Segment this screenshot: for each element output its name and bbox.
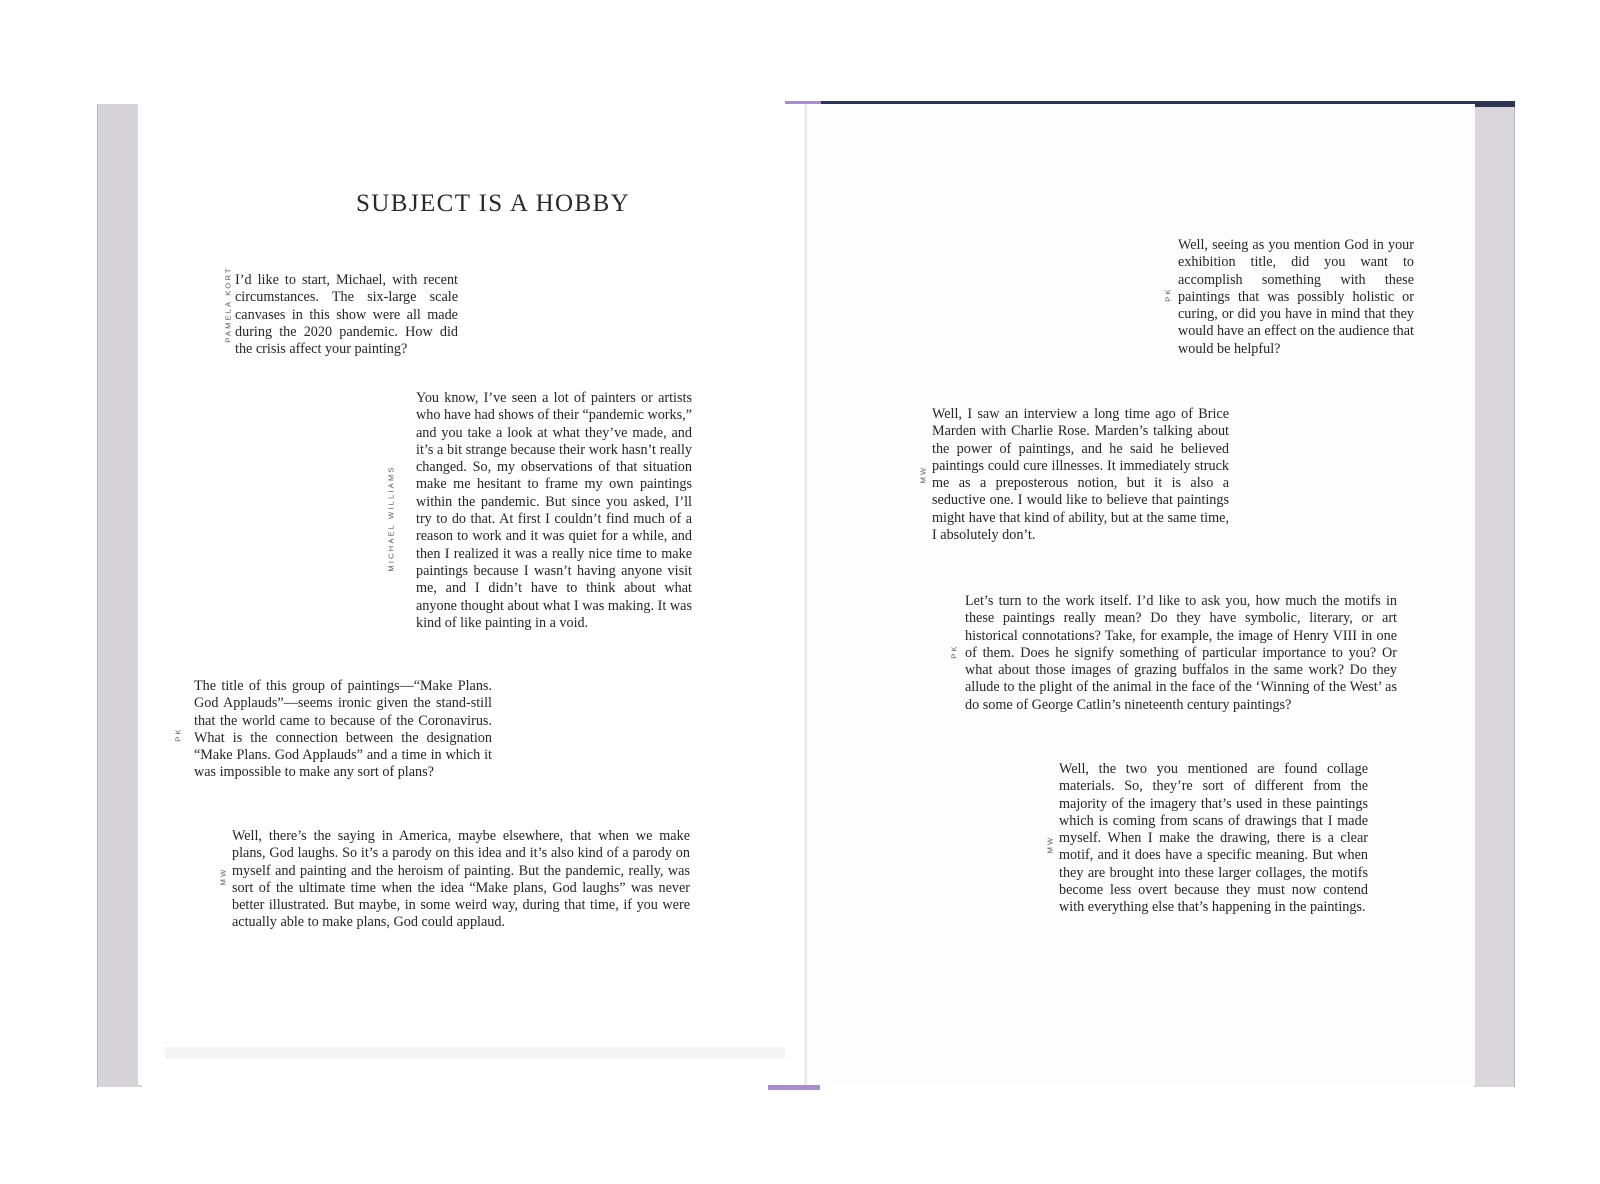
bleed-through-band: [165, 1047, 785, 1059]
right-page: [807, 104, 1475, 1085]
speaker-label: PAMELA KORT: [223, 266, 233, 343]
question-block: I’d like to start, Michael, with recent circumstances. The six-large scale canvases in this show were all made during the 2020 pandemic. How did the crisis affect your painting?: [235, 272, 458, 358]
answer-block: Well, I saw an interview a long time ago of Brice Marden with Charlie Rose. Marden’s talking about the power of paintings, and he said he believed paintings could cure illnesses. It immediately struck me as a preposterous notion, but it is also a seductive one. I would like to believe that paintings might have that kind of ability, but at the same time, I absolutely don’t.: [932, 406, 1229, 544]
answer-block: You know, I’ve seen a lot of painters or artists who have had shows of their “pandemic works,” and you take a look at what they’ve made, and it’s a bit strange because their work hasn’t really changed. So, my observations of that situation make me hesitant to frame my own paintings within the pandemic. But since you asked, I’ll try to do that. At first I couldn’t find much of a reason to work and it was quiet for a while, and then I realized it was a really nice time to make paintings because I wasn’t having anyone visit me, and I didn’t have to think about what anyone thought about what I was making. It was kind of like painting in a void.: [416, 390, 692, 631]
answer-block: Well, there’s the saying in America, maybe elsewhere, that when we make plans, God laughs. So it’s a parody on this idea and it’s also kind of a parody on myself and painting and the heroism of painting. But the pandemic, really, was sort of the ultimate time when the idea “Make plans, God laughs” was never better illustrated. But maybe, in some weird way, during that time, if you were actually able to make plans, God could applaud.: [232, 828, 690, 931]
question-block: The title of this group of paintings—“Make Plans. God Applauds”—seems ironic given the stand-still that the world came to because of the Coronavirus. What is the connection between the designation “Make Plans. God Applauds” and a time in which it was impossible to make any sort of plans?: [194, 678, 492, 781]
speaker-label: MW: [1045, 835, 1055, 854]
page-title: SUBJECT IS A HOBBY: [356, 190, 631, 217]
speaker-label: MW: [918, 465, 928, 484]
cover-right-edge: [1474, 104, 1515, 1087]
answer-block: Well, the two you mentioned are found collage materials. So, they’re sort of different from the majority of the imagery that’s used in these paintings which is coming from scans of drawings that I made myself. When I make the drawing, there is a clear motif, and it does have a specific meaning. But when they are brought into these larger collages, the motifs become less overt because they must now contend with everything else that’s happening in the paintings.: [1059, 761, 1368, 916]
speaker-label: PK: [1163, 287, 1173, 302]
speaker-label: MW: [218, 867, 228, 886]
question-block: Well, seeing as you mention God in your exhibition title, did you want to accomplish something with these paintings that was possibly holistic or curing, or did you have in mind that they would have an effect on the audience that would be helpful?: [1178, 237, 1414, 357]
cover-left-edge: [97, 104, 142, 1087]
left-page: [138, 104, 807, 1085]
book-spread: [97, 104, 1515, 1087]
speaker-label: MICHAEL WILLIAMS: [386, 465, 396, 572]
speaker-label: PK: [173, 727, 183, 742]
question-block: Let’s turn to the work itself. I’d like to ask you, how much the motifs in these paintings really mean? Do they have symbolic, literary, or art historical connotations? Take, for example, the image of Henry VIII in one of them. Does he signify something of particular importance to you? Or what about those images of grazing buffalos in the same work? Do they allude to the plight of the animal in the face of the ‘Winning of the West’ as do some of George Catlin’s nineteenth century paintings?: [965, 593, 1397, 713]
speaker-label: PK: [949, 644, 959, 659]
